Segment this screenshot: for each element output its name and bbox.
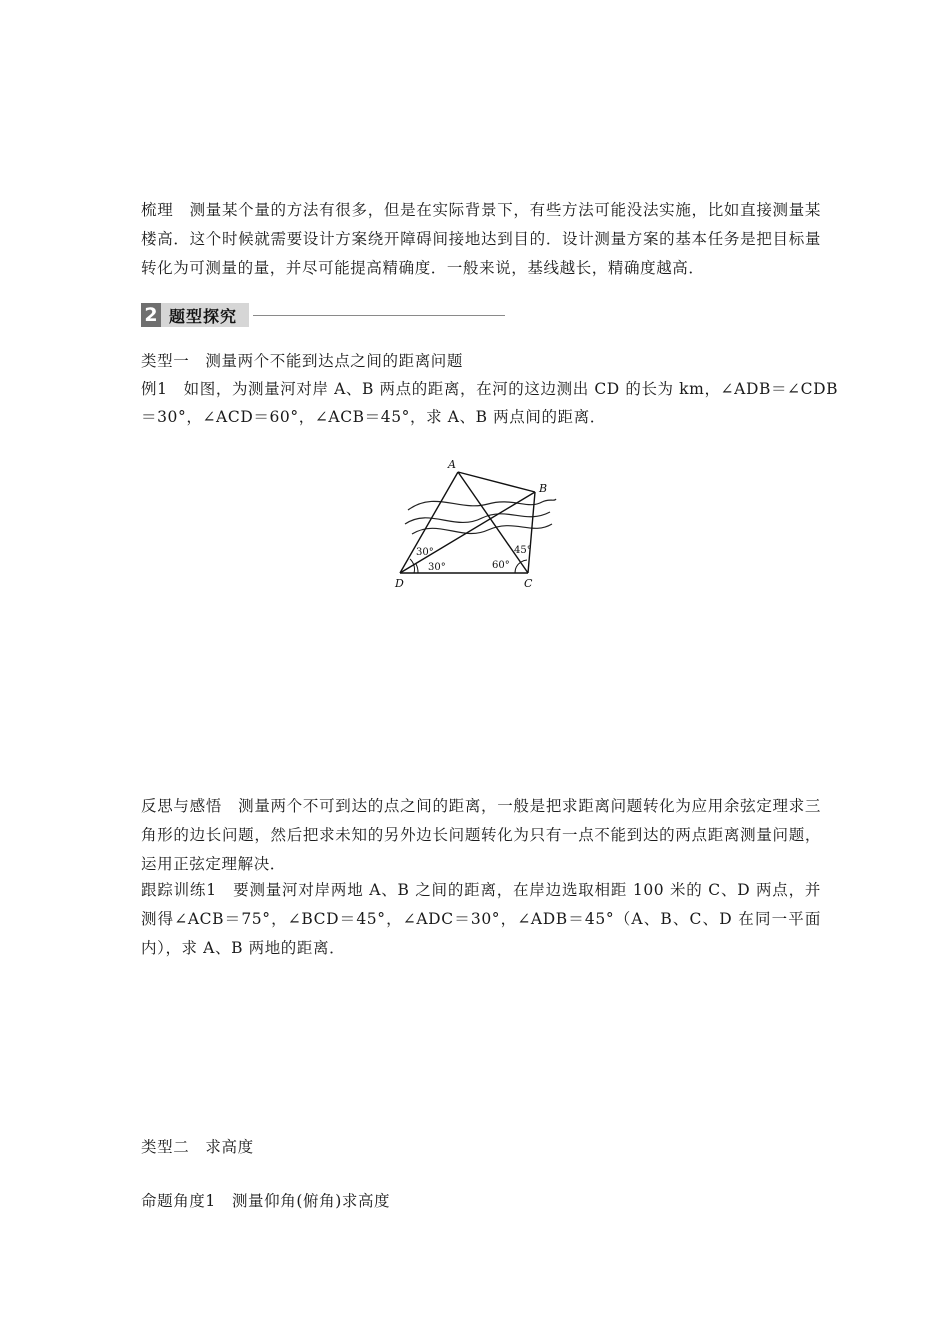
angle-arc-d [416,564,418,573]
label-angle-cdb: 30° [428,562,446,573]
angle-arc-c2 [521,560,527,562]
reflection-paragraph: 反思与感悟 测量两个不可到达的点之间的距离，一般是把求距离问题转化为应用余弦定理求三角形的边长问题，然后把求未知的另外边长问题转化为只有一点不能到达的两点距离测量问题，运用正弦定理解决． [141,797,821,873]
angle-arc-c [515,562,521,573]
summary-paragraph: 梳理 测量某个量的方法有很多，但是在实际背景下，有些方法可能没法实施，比如直接测量某楼高．这个时候就需要设计方案绕开障碍间接地达到目的．设计测量方案的基本任务是把目标量转化为可测量的量，并尽可能提高精确度．一般来说，基线越长，精确度越高． [141,201,821,277]
river-triangle-figure [390,452,565,592]
section-title: 题型探究 [161,303,249,327]
type2-heading: 类型二 求高度 [141,1138,254,1156]
label-a: A [448,458,456,471]
example1-line1: 例1 如图，为测量河对岸 A、B 两点的距离，在河的这边测出 CD 的长为 km，∠ADB＝∠CDB [141,380,839,398]
section-number: 2 [141,303,161,327]
label-b: B [539,482,548,495]
label-d: D [395,577,404,590]
type2-subheading: 命题角度1 测量仰角(俯角)求高度 [141,1192,391,1210]
label-angle-acd: 60° [492,560,510,571]
practice1-paragraph: 跟踪训练1 要测量河对岸两地 A、B 之间的距离，在岸边选取相距 100 米的 C、D 两点，并测得∠ACB＝75°，∠BCD＝45°，∠ADC＝30°，∠ADB＝45°（A、B、C、D 在同一平面内），求 A、B 两地的距离． [141,881,821,957]
label-angle-acb: 45° [514,545,532,556]
label-angle-adb: 30° [416,547,434,558]
river-wave-middle [405,512,550,524]
section-divider [253,315,505,316]
label-c: C [524,577,533,590]
example1-line2: ＝30°，∠ACD＝60°，∠ACB＝45°，求 A、B 两点间的距离． [141,408,606,426]
section-header [141,302,505,328]
type1-heading: 类型一 测量两个不能到达点之间的距离问题 [141,352,464,370]
